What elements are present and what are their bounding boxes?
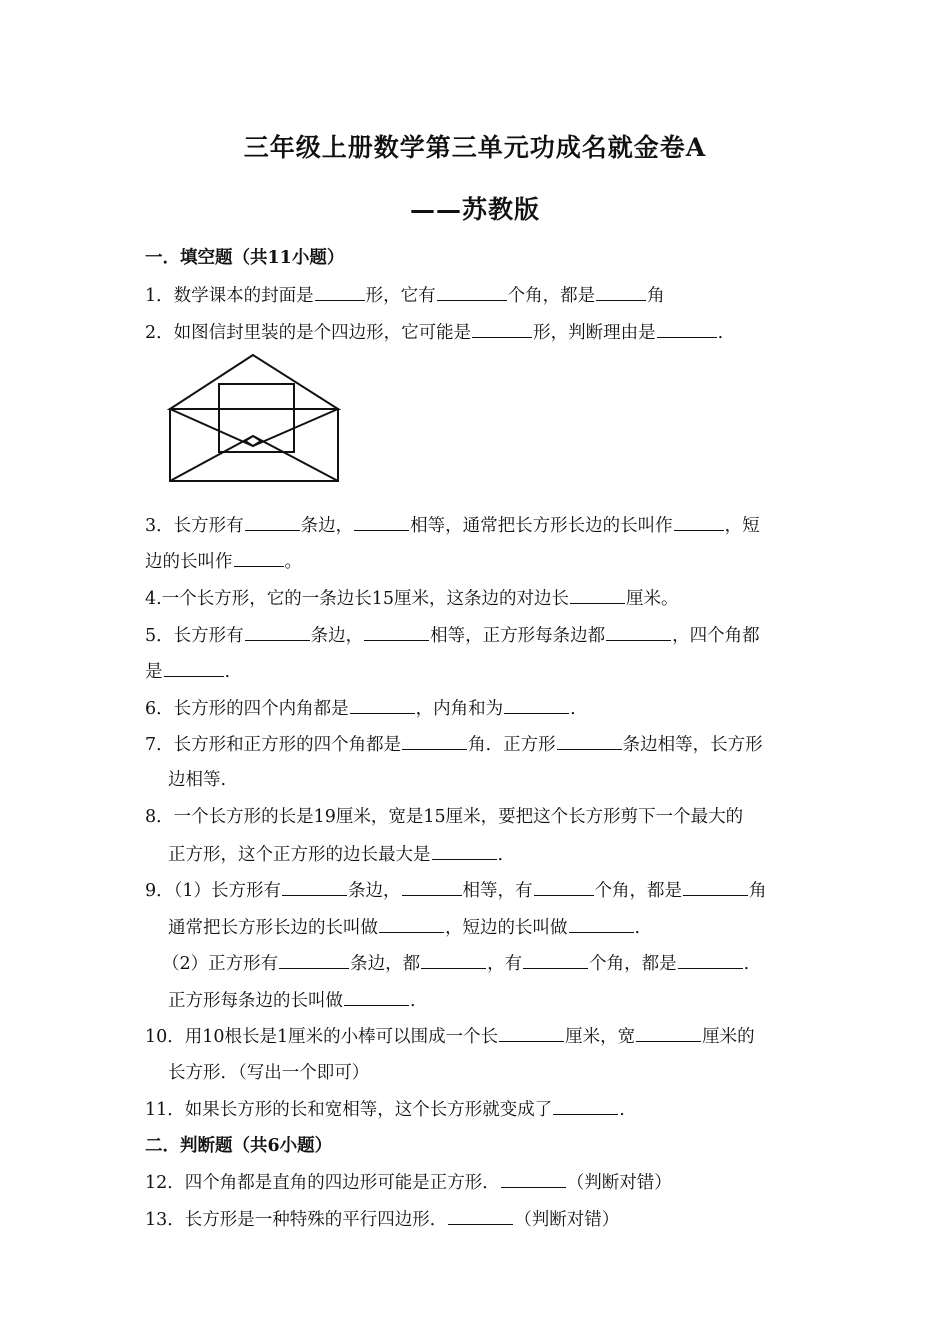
answer-blank[interactable]: [636, 1023, 701, 1042]
question-11: 11．如果长方形的长和宽相等，这个长方形就变成了 .: [145, 1096, 815, 1123]
answer-blank[interactable]: [344, 987, 409, 1006]
answer-blank[interactable]: [432, 841, 497, 860]
question-3-cont: 边的长叫作 。: [145, 548, 815, 575]
answer-blank[interactable]: [245, 622, 310, 641]
envelope-right-fold: [253, 436, 338, 481]
answer-blank[interactable]: [245, 512, 300, 531]
answer-blank[interactable]: [402, 731, 467, 750]
question-13: 13．长方形是一种特殊的平行四边形． （判断对错）: [145, 1206, 815, 1233]
section-heading-true-false: 二．判断题（共6小题）: [145, 1136, 333, 1156]
answer-blank[interactable]: [315, 282, 365, 301]
answer-blank[interactable]: [402, 877, 462, 896]
question-5-cont: 是 .: [145, 658, 815, 685]
answer-blank[interactable]: [350, 695, 415, 714]
answer-blank[interactable]: [534, 877, 594, 896]
question-8-cont: 正方形，这个正方形的边长最大是 .: [168, 841, 838, 868]
question-10-cont: 长方形．（写出一个即可）: [168, 1063, 370, 1083]
answer-blank[interactable]: [504, 695, 569, 714]
answer-blank[interactable]: [437, 282, 507, 301]
question-4: 4.一个长方形，它的一条边长15厘米，这条边的对边长 厘米。: [145, 585, 815, 612]
answer-blank[interactable]: [674, 512, 724, 531]
question-6: 6．长方形的四个内角都是 ，内角和为 .: [145, 695, 815, 722]
question-12: 12．四个角都是直角的四边形可能是正方形． （判断对错）: [145, 1169, 815, 1196]
page-subtitle: ——苏教版: [409, 195, 540, 224]
answer-blank[interactable]: [448, 1206, 513, 1225]
question-9-line-2: 通常把长方形长边的长叫做 ，短边的长叫做 .: [168, 914, 838, 941]
question-7: 7．长方形和正方形的四个角都是 角．正方形 条边相等，长方形: [145, 731, 815, 758]
question-7-cont: 边相等.: [168, 770, 227, 790]
answer-blank[interactable]: [472, 319, 532, 338]
answer-blank[interactable]: [683, 877, 748, 896]
answer-blank[interactable]: [279, 950, 349, 969]
question-1: 1．数学课本的封面是 形，它有 个角，都是 角: [145, 282, 815, 309]
answer-blank[interactable]: [606, 622, 671, 641]
envelope-figure: [165, 352, 345, 484]
section-heading-fill-in: 一．填空题（共11小题）: [145, 248, 345, 268]
answer-blank[interactable]: [657, 319, 717, 338]
answer-blank[interactable]: [557, 731, 622, 750]
question-2: 2．如图信封里装的是个四边形，它可能是 形，判断理由是 .: [145, 319, 815, 346]
answer-blank[interactable]: [501, 1169, 566, 1188]
page-title: 三年级上册数学第三单元功成名就金卷A: [243, 133, 707, 162]
question-9: 9．（1）长方形有 条边， 相等，有 个角，都是 角: [145, 877, 815, 904]
answer-blank[interactable]: [523, 950, 588, 969]
question-10: 10．用10根长是1厘米的小棒可以围成一个长 厘米，宽 厘米的: [145, 1023, 815, 1050]
answer-blank[interactable]: [379, 914, 444, 933]
answer-blank[interactable]: [364, 622, 429, 641]
answer-blank[interactable]: [596, 282, 646, 301]
answer-blank[interactable]: [678, 950, 743, 969]
answer-blank[interactable]: [570, 585, 625, 604]
question-8: 8．一个长方形的长是19厘米，宽是15厘米，要把这个长方形剪下一个最大的: [145, 807, 744, 827]
question-5: 5．长方形有 条边， 相等，正方形每条边都 ，四个角都: [145, 622, 815, 649]
answer-blank[interactable]: [499, 1023, 564, 1042]
answer-blank[interactable]: [282, 877, 347, 896]
envelope-left-fold: [170, 436, 253, 481]
answer-blank[interactable]: [553, 1096, 618, 1115]
question-3: 3．长方形有 条边， 相等，通常把长方形长边的长叫作 ，短: [145, 512, 815, 539]
answer-blank[interactable]: [234, 548, 284, 567]
question-9-line-4: 正方形每条边的长叫做 .: [168, 987, 838, 1014]
answer-blank[interactable]: [354, 512, 409, 531]
question-9-line-3: （2）正方形有 条边，都 ，有 个角，都是 .: [162, 950, 832, 977]
answer-blank[interactable]: [421, 950, 486, 969]
answer-blank[interactable]: [164, 658, 224, 677]
answer-blank[interactable]: [569, 914, 634, 933]
